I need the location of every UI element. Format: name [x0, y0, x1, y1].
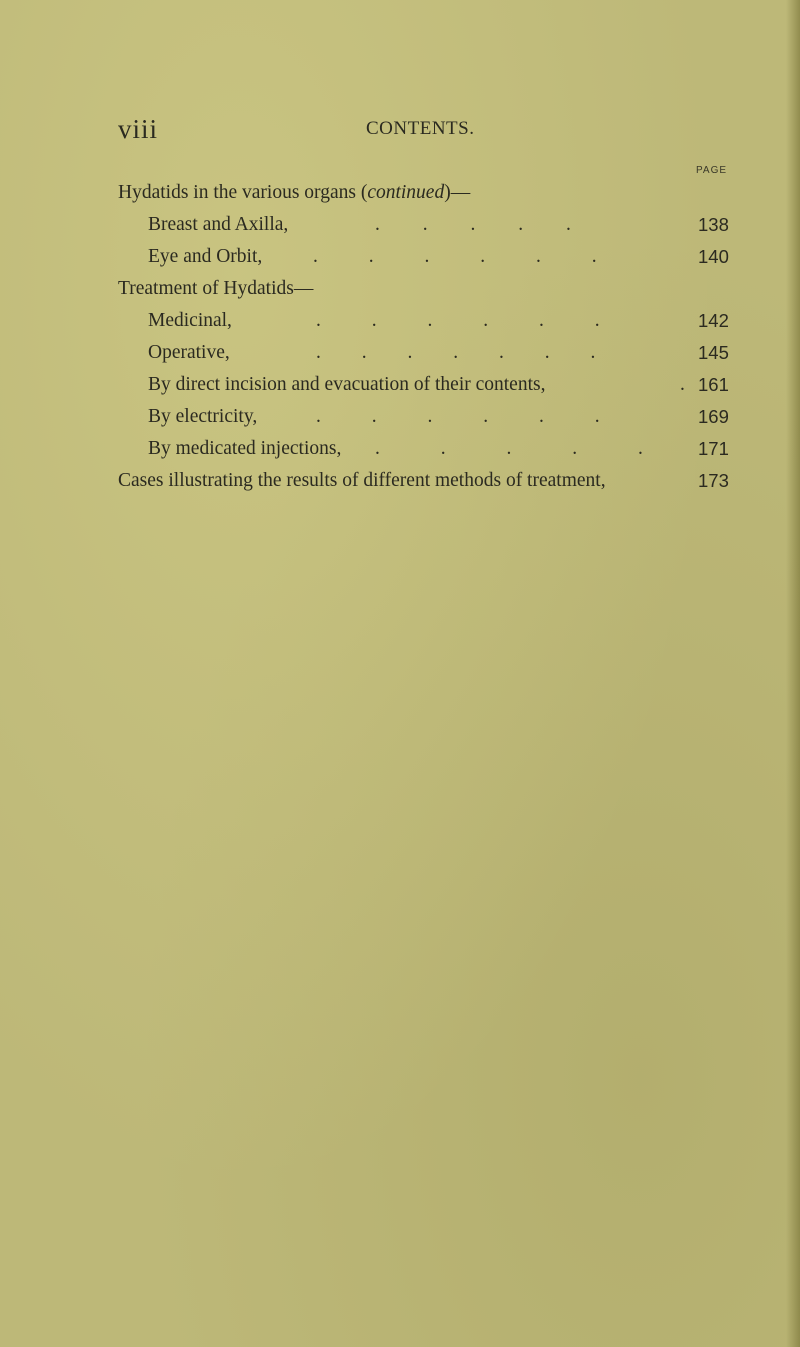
toc-entry-eye-orbit — [0, 241, 800, 273]
toc-entry-medicated-injections — [0, 433, 800, 465]
toc-page-number: 140 — [698, 246, 729, 267]
running-header — [118, 112, 718, 148]
toc-page-number: 171 — [698, 438, 729, 459]
toc-entry-text: By electricity, — [148, 406, 258, 427]
dot-leaders: . . . . . . — [316, 310, 601, 331]
toc-page-number: 169 — [698, 406, 729, 427]
page-number: viii — [118, 114, 159, 144]
toc-entry-direct-incision — [0, 369, 800, 401]
toc-page-number: 161 — [698, 374, 729, 395]
toc-entry-electricity — [0, 401, 800, 433]
toc-entry-text: Medicinal, — [148, 310, 232, 331]
toc-entry-medicinal — [0, 305, 800, 337]
dot-leaders: . . . . . . — [316, 406, 601, 427]
toc-page-number: 142 — [698, 310, 729, 331]
toc-page-number: 145 — [698, 342, 729, 363]
toc-entry-text: Hydatids in the various organs (continued)— — [118, 182, 471, 203]
toc-entry-text: By direct incision and evacuation of their contents, — [148, 374, 546, 395]
running-title: CONTENTS. — [366, 118, 475, 139]
toc-page-number: 173 — [698, 470, 729, 491]
toc-entry-operative — [0, 337, 800, 369]
toc-entry-text: Eye and Orbit, — [148, 246, 263, 267]
toc-entry-text: Breast and Axilla, — [148, 214, 289, 235]
dot-leaders: . . . . . — [375, 438, 644, 459]
dot-leaders: . . . . . . . — [316, 342, 597, 363]
page-column-label: PAGE — [696, 165, 728, 176]
dot-leaders: . . . . . — [375, 214, 572, 235]
toc-heading-treatment — [0, 273, 800, 305]
toc-entry-breast-axilla — [0, 209, 800, 241]
dot-leaders: . . . . . . — [313, 246, 598, 267]
continued-note: continued — [367, 182, 445, 203]
toc-entry-text: Operative, — [148, 342, 230, 363]
toc-entry-text: Treatment of Hydatids— — [118, 278, 314, 299]
toc-entry-text: By medicated injections, — [148, 438, 342, 459]
toc-heading-hydatids-organs — [0, 177, 800, 209]
toc-entry-cases — [0, 465, 800, 497]
toc-entry-text: Cases illustrating the results of different methods of treatment, — [118, 470, 606, 491]
dot-leaders: . — [680, 374, 686, 395]
toc-page-number: 138 — [698, 214, 729, 235]
table-of-contents — [0, 177, 800, 497]
